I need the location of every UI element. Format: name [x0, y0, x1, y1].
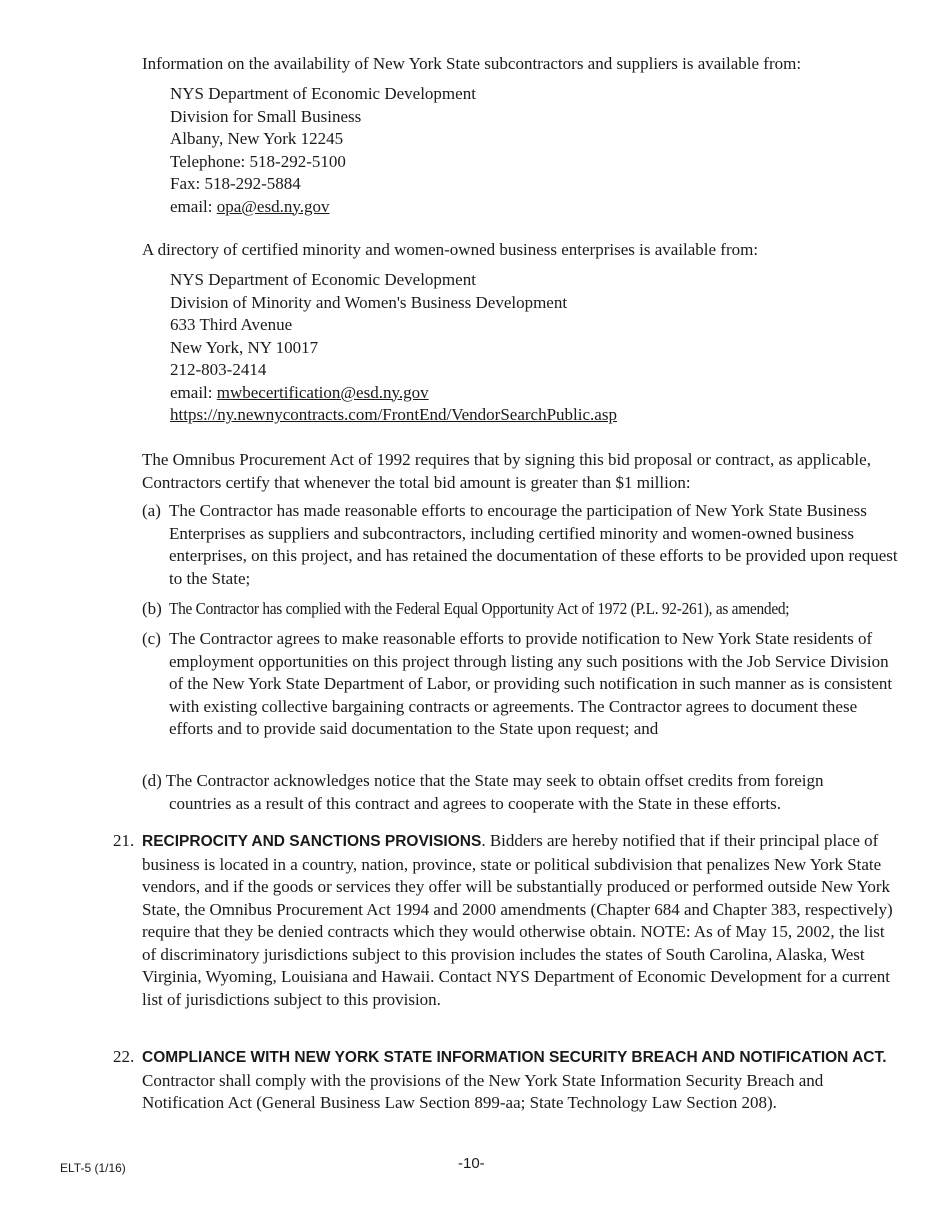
list-item-a	[142, 500, 902, 590]
email-prefix: email:	[170, 196, 217, 216]
item-label: (b)	[142, 599, 162, 618]
address-line: NYS Department of Economic Development	[170, 270, 476, 289]
section-heading: COMPLIANCE WITH NEW YORK STATE INFORMATION SECURITY BREACH AND NOTIFICATION ACT.	[142, 1049, 887, 1066]
email-link-mwbe[interactable]: mwbecertification@esd.ny.gov	[216, 382, 429, 402]
item-label: (c)	[142, 629, 161, 648]
vendor-search-link[interactable]: https://ny.newnycontracts.com/FrontEnd/VendorSearchPublic.asp	[170, 405, 617, 424]
item-text: The Contractor acknowledges notice that the State may seek to obtain offset credits from foreign	[165, 771, 824, 790]
address-line: New York, NY 10017	[170, 337, 319, 357]
address-line: Albany, New York 12245	[170, 129, 344, 148]
email-line	[170, 382, 870, 405]
address-line: 633 Third Avenue	[170, 315, 293, 334]
email-line	[170, 196, 870, 219]
section-heading: RECIPROCITY AND SANCTIONS PROVISIONS	[142, 833, 482, 850]
list-item-d	[142, 770, 902, 815]
address-line: NYS Department of Economic Development	[170, 84, 476, 103]
section-number: 21.	[113, 831, 135, 850]
list-item-b	[142, 598, 902, 621]
omnibus-intro: The Omnibus Procurement Act of 1992 requires that by signing this bid proposal or contract, as applicable, Contractors certify that whenever the total bid amount is greater than $1 million:	[142, 450, 871, 492]
section-text: Contractor shall comply with the provisions of the New York State Information Security Breach and Notification Act (General Business Law Section 899-aa; State Technology Law Section 208).	[142, 1070, 824, 1112]
address-line: Division of Minority and Women's Business Development	[170, 292, 568, 312]
address-line: Division for Small Business	[170, 106, 362, 126]
intro-subcontractors: Information on the availability of New York State subcontractors and suppliers is available from:	[142, 54, 802, 73]
form-id: ELT-5 (1/16)	[60, 1161, 126, 1175]
email-prefix: email:	[170, 382, 217, 402]
telephone-line: 212-803-2414	[170, 360, 267, 379]
email-link-opa[interactable]: opa@esd.ny.gov	[216, 196, 330, 216]
item-text: The Contractor agrees to make reasonable efforts to provide notification to New York State residents of employment opportunities on this project through listing any such positions with the Job Service Division of the New York State Department of Labor, or providing such notification in such manner as is consistent with existing collective bargaining contracts or agreements. The Contractor agrees to document these efforts and to provide said documentation to the State upon request; and	[169, 629, 893, 738]
list-item-c	[142, 628, 902, 741]
item-text: The Contractor has made reasonable efforts to encourage the participation of New York State Business Enterprises as suppliers and subcontractors, including certified minority and women-owned business enterprises, on this project, and has retained the documentation of these efforts to be provided upon request to the State;	[169, 501, 898, 588]
telephone-line: Telephone: 518-292-5100	[170, 151, 346, 171]
item-text-continued: countries as a result of this contract and agrees to cooperate with the State in these efforts.	[169, 793, 781, 813]
page-number: -10-	[458, 1155, 485, 1172]
item-text: The Contractor has complied with the Federal Equal Opportunity Act of 1972 (P.L. 92-261), as amended;	[169, 599, 790, 618]
item-label: (d)	[142, 771, 162, 790]
address-mwbe	[170, 269, 870, 427]
section-22	[113, 1046, 903, 1115]
address-small-business	[170, 83, 870, 218]
item-label: (a)	[142, 501, 161, 520]
section-text: . Bidders are hereby notified that if their principal place of business is located in a country, nation, province, state or political subdivision that penalizes New York State vendors, and if the goods or services they offer will be substantially produced or performed outside New York State, the Omnibus Procurement Act 1994 and 2000 amendments (Chapter 684 and Chapter 383, respectively) require that they be denied contracts which they would otherwise obtain. NOTE: As of May 15, 2002, the list of discriminatory jurisdictions subject to this provision includes the states of South Carolina, Alaska, West Virginia, Wyoming, Louisiana and Hawaii. Contact NYS Department of Economic Development for a current list of jurisdictions subject to this provision.	[142, 831, 893, 1009]
fax-line: Fax: 518-292-5884	[170, 174, 301, 193]
section-number: 22.	[113, 1047, 135, 1066]
intro-directory: A directory of certified minority and women-owned business enterprises is available from:	[142, 240, 759, 259]
section-21	[113, 830, 903, 1011]
